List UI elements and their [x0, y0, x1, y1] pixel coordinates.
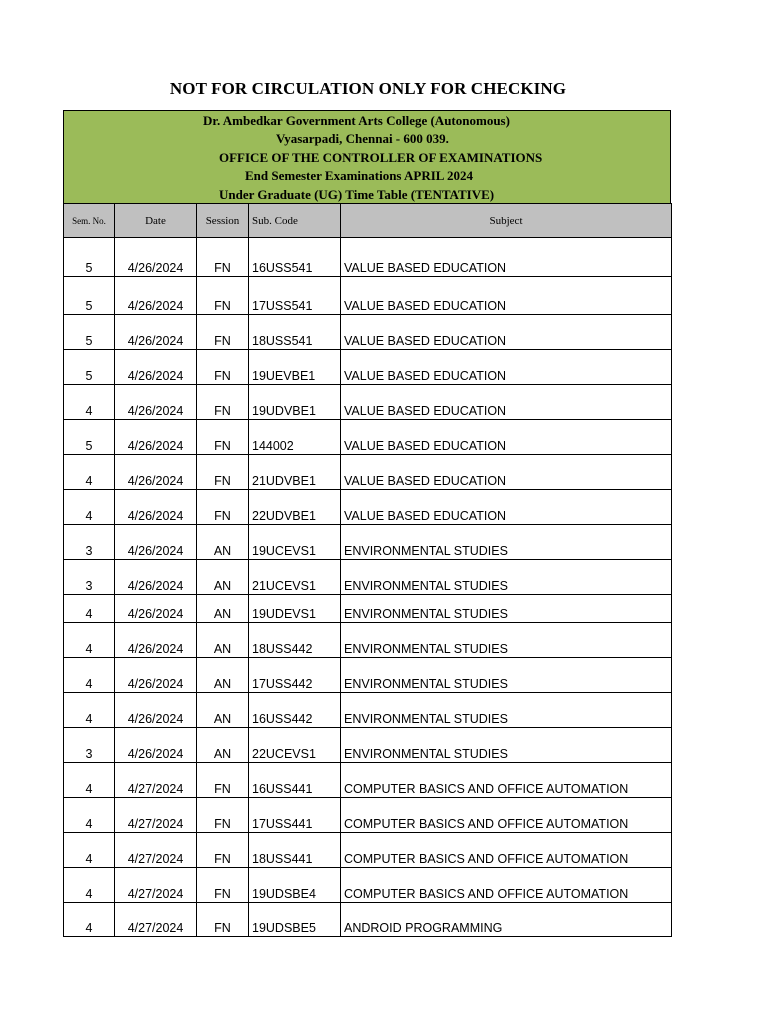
- cell-date: 4/27/2024: [115, 798, 197, 833]
- cell-subject: ANDROID PROGRAMMING: [341, 903, 672, 937]
- cell-subject: ENVIRONMENTAL STUDIES: [341, 728, 672, 763]
- timetable-table: [63, 203, 672, 937]
- column-header-date: Date: [115, 204, 197, 238]
- table-row: [64, 623, 672, 658]
- cell-sem: 4: [64, 903, 115, 937]
- cell-session: FN: [197, 277, 249, 315]
- column-header-subject: Subject: [341, 204, 672, 238]
- cell-code: 19UDSBE4: [249, 868, 341, 903]
- cell-date: 4/26/2024: [115, 490, 197, 525]
- cell-code: 21UDVBE1: [249, 455, 341, 490]
- cell-session: FN: [197, 833, 249, 868]
- cell-sem: 4: [64, 693, 115, 728]
- table-row: [64, 763, 672, 798]
- cell-session: AN: [197, 525, 249, 560]
- cell-subject: VALUE BASED EDUCATION: [341, 490, 672, 525]
- cell-date: 4/26/2024: [115, 277, 197, 315]
- cell-code: 17USS541: [249, 277, 341, 315]
- cell-date: 4/26/2024: [115, 455, 197, 490]
- table-row: [64, 560, 672, 595]
- cell-subject: ENVIRONMENTAL STUDIES: [341, 658, 672, 693]
- table-body: [64, 238, 672, 937]
- cell-sem: 4: [64, 595, 115, 623]
- cell-subject: ENVIRONMENTAL STUDIES: [341, 693, 672, 728]
- cell-subject: COMPUTER BASICS AND OFFICE AUTOMATION: [341, 798, 672, 833]
- cell-sem: 4: [64, 385, 115, 420]
- cell-session: FN: [197, 385, 249, 420]
- cell-session: FN: [197, 238, 249, 277]
- cell-subject: ENVIRONMENTAL STUDIES: [341, 595, 672, 623]
- cell-subject: VALUE BASED EDUCATION: [341, 420, 672, 455]
- cell-sem: 4: [64, 833, 115, 868]
- cell-code: 17USS441: [249, 798, 341, 833]
- cell-subject: VALUE BASED EDUCATION: [341, 350, 672, 385]
- cell-code: 16USS441: [249, 763, 341, 798]
- cell-session: FN: [197, 350, 249, 385]
- cell-subject: COMPUTER BASICS AND OFFICE AUTOMATION: [341, 833, 672, 868]
- cell-date: 4/27/2024: [115, 763, 197, 798]
- table-row: [64, 595, 672, 623]
- cell-subject: ENVIRONMENTAL STUDIES: [341, 525, 672, 560]
- cell-session: AN: [197, 693, 249, 728]
- table-header-row: [64, 204, 672, 238]
- cell-sem: 5: [64, 238, 115, 277]
- cell-code: 22UDVBE1: [249, 490, 341, 525]
- cell-session: FN: [197, 490, 249, 525]
- cell-code: 19UDEVS1: [249, 595, 341, 623]
- cell-date: 4/26/2024: [115, 420, 197, 455]
- cell-session: FN: [197, 315, 249, 350]
- cell-date: 4/26/2024: [115, 525, 197, 560]
- column-header-code: Sub. Code: [249, 204, 341, 238]
- table-row: [64, 490, 672, 525]
- table-row: [64, 277, 672, 315]
- cell-session: FN: [197, 868, 249, 903]
- cell-subject: VALUE BASED EDUCATION: [341, 277, 672, 315]
- cell-subject: COMPUTER BASICS AND OFFICE AUTOMATION: [341, 868, 672, 903]
- cell-code: 18USS441: [249, 833, 341, 868]
- notice-heading: NOT FOR CIRCULATION ONLY FOR CHECKING: [169, 79, 567, 98]
- college-address: Vyasarpadi, Chennai - 600 039.: [276, 131, 449, 146]
- cell-session: AN: [197, 560, 249, 595]
- cell-date: 4/27/2024: [115, 903, 197, 937]
- cell-subject: ENVIRONMENTAL STUDIES: [341, 560, 672, 595]
- cell-sem: 4: [64, 623, 115, 658]
- table-row: [64, 903, 672, 937]
- cell-code: 17USS442: [249, 658, 341, 693]
- exam-title: End Semester Examinations APRIL 2024: [245, 168, 474, 183]
- cell-date: 4/27/2024: [115, 833, 197, 868]
- table-row: [64, 833, 672, 868]
- cell-code: 19UEVBE1: [249, 350, 341, 385]
- cell-sem: 4: [64, 490, 115, 525]
- cell-code: 21UCEVS1: [249, 560, 341, 595]
- cell-subject: VALUE BASED EDUCATION: [341, 238, 672, 277]
- cell-sem: 4: [64, 658, 115, 693]
- table-row: [64, 315, 672, 350]
- cell-code: 18USS541: [249, 315, 341, 350]
- timetable-title: Under Graduate (UG) Time Table (TENTATIVE): [219, 187, 495, 202]
- table-row: [64, 658, 672, 693]
- cell-sem: 4: [64, 455, 115, 490]
- cell-session: FN: [197, 420, 249, 455]
- table-row: [64, 728, 672, 763]
- cell-sem: 3: [64, 560, 115, 595]
- cell-code: 16USS442: [249, 693, 341, 728]
- cell-date: 4/26/2024: [115, 350, 197, 385]
- cell-code: 18USS442: [249, 623, 341, 658]
- office-title: OFFICE OF THE CONTROLLER OF EXAMINATIONS: [219, 150, 543, 165]
- column-header-session: Session: [197, 204, 249, 238]
- cell-sem: 5: [64, 420, 115, 455]
- column-header-sem: Sem. No.: [64, 204, 115, 238]
- table-row: [64, 798, 672, 833]
- cell-date: 4/27/2024: [115, 868, 197, 903]
- cell-subject: VALUE BASED EDUCATION: [341, 455, 672, 490]
- table-row: [64, 238, 672, 277]
- cell-date: 4/26/2024: [115, 385, 197, 420]
- college-name: Dr. Ambedkar Government Arts College (Autonomous): [203, 113, 510, 128]
- table-row: [64, 455, 672, 490]
- cell-code: 19UDSBE5: [249, 903, 341, 937]
- cell-subject: ENVIRONMENTAL STUDIES: [341, 623, 672, 658]
- cell-sem: 4: [64, 798, 115, 833]
- cell-subject: VALUE BASED EDUCATION: [341, 385, 672, 420]
- cell-date: 4/26/2024: [115, 238, 197, 277]
- cell-sem: 5: [64, 350, 115, 385]
- cell-session: AN: [197, 728, 249, 763]
- cell-sem: 5: [64, 277, 115, 315]
- cell-session: AN: [197, 595, 249, 623]
- cell-date: 4/26/2024: [115, 693, 197, 728]
- cell-code: 19UDVBE1: [249, 385, 341, 420]
- table-row: [64, 868, 672, 903]
- table-row: [64, 525, 672, 560]
- table-row: [64, 420, 672, 455]
- table-row: [64, 693, 672, 728]
- title-block: [63, 110, 671, 203]
- cell-date: 4/26/2024: [115, 728, 197, 763]
- cell-sem: 4: [64, 868, 115, 903]
- cell-session: FN: [197, 763, 249, 798]
- cell-sem: 3: [64, 525, 115, 560]
- cell-code: 19UCEVS1: [249, 525, 341, 560]
- cell-date: 4/26/2024: [115, 658, 197, 693]
- cell-date: 4/26/2024: [115, 623, 197, 658]
- timetable-sheet: [63, 110, 671, 937]
- cell-code: 144002: [249, 420, 341, 455]
- cell-sem: 5: [64, 315, 115, 350]
- table-row: [64, 385, 672, 420]
- cell-session: AN: [197, 658, 249, 693]
- cell-subject: VALUE BASED EDUCATION: [341, 315, 672, 350]
- cell-sem: 4: [64, 763, 115, 798]
- cell-sem: 3: [64, 728, 115, 763]
- cell-date: 4/26/2024: [115, 595, 197, 623]
- cell-session: FN: [197, 455, 249, 490]
- cell-session: AN: [197, 623, 249, 658]
- cell-date: 4/26/2024: [115, 315, 197, 350]
- cell-session: FN: [197, 903, 249, 937]
- cell-date: 4/26/2024: [115, 560, 197, 595]
- cell-code: 16USS541: [249, 238, 341, 277]
- cell-subject: COMPUTER BASICS AND OFFICE AUTOMATION: [341, 763, 672, 798]
- cell-code: 22UCEVS1: [249, 728, 341, 763]
- cell-session: FN: [197, 798, 249, 833]
- table-row: [64, 350, 672, 385]
